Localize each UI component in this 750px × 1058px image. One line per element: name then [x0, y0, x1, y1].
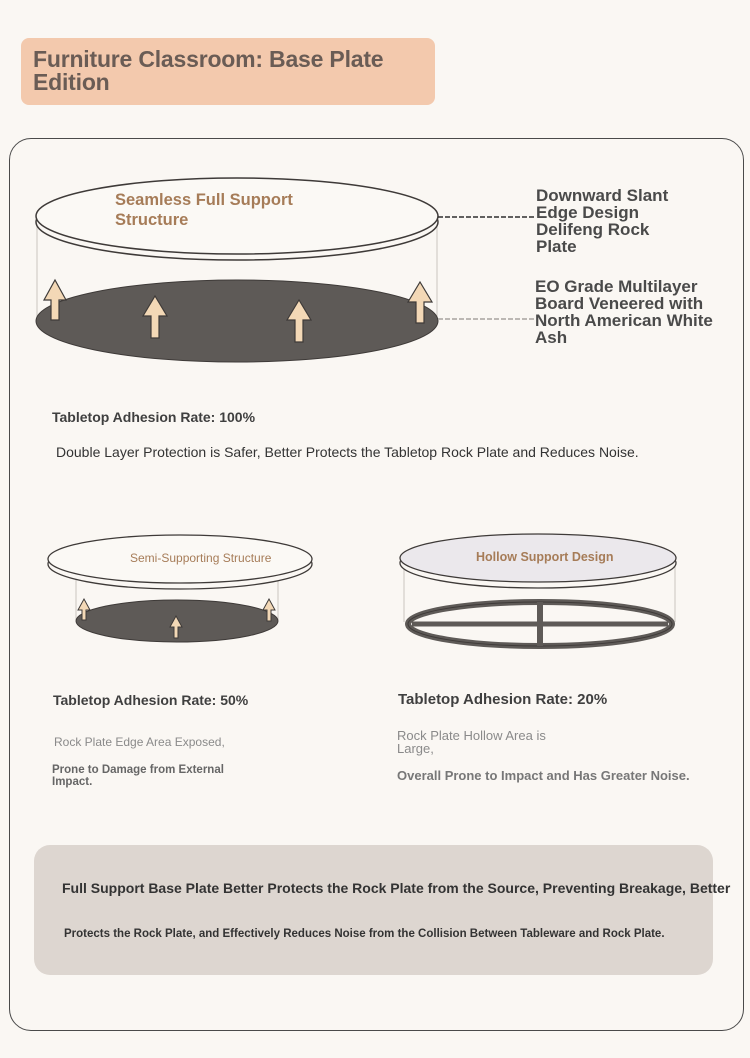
callout-rock-plate: Downward Slant Edge Design Delifeng Rock Plate [536, 186, 669, 256]
semi-support-adhesion: Tabletop Adhesion Rate: 50% [53, 692, 249, 708]
hollow-support-note-2: Overall Prone to Impact and Has Greater Noise. [397, 768, 690, 783]
hollow-support-label: Hollow Support Design [476, 550, 614, 564]
full-support-label: Seamless Full Support Structure [115, 191, 293, 229]
semi-support-note-2: Prone to Damage from External Impact. [52, 764, 224, 788]
summary-box [34, 845, 713, 975]
callout-multilayer-board: EO Grade Multilayer Board Veneered with North American White Ash [535, 277, 713, 347]
page-title: Furniture Classroom: Base Plate Edition [33, 46, 384, 95]
hollow-support-note-1: Rock Plate Hollow Area is Large, [397, 728, 546, 756]
summary-line-1: Full Support Base Plate Better Protects the Rock Plate from the Source, Preventing Breakage, Better [62, 880, 731, 896]
full-support-adhesion: Tabletop Adhesion Rate: 100% [52, 409, 256, 425]
full-support-description: Double Layer Protection is Safer, Better Protects the Tabletop Rock Plate and Reduces Noise. [56, 444, 639, 460]
summary-line-2: Protects the Rock Plate, and Effectively Reduces Noise from the Collision Between Tableware and Rock Plate. [64, 928, 665, 940]
semi-support-label: Semi-Supporting Structure [130, 551, 272, 565]
hollow-support-adhesion: Tabletop Adhesion Rate: 20% [398, 691, 608, 708]
semi-support-note-1: Rock Plate Edge Area Exposed, [54, 735, 225, 749]
